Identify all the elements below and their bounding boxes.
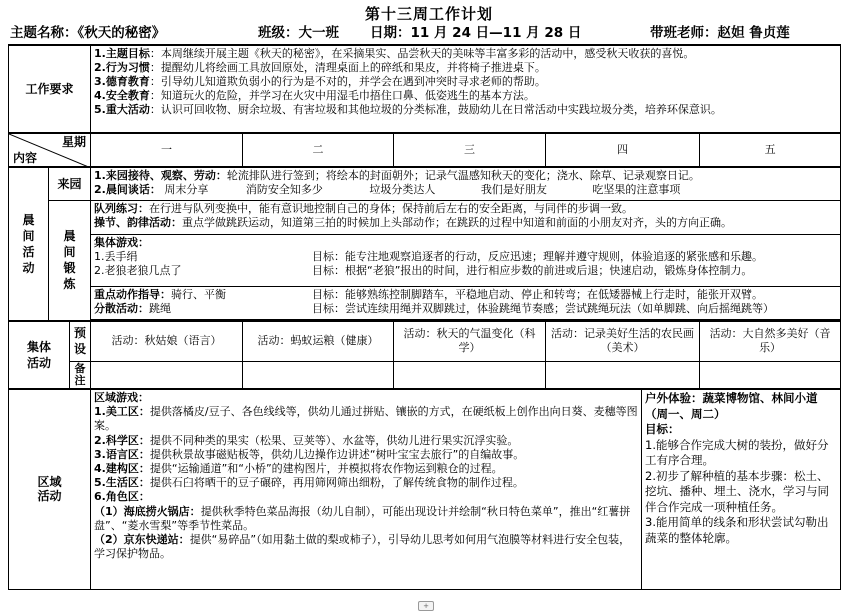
collective-games-cell: 集体游戏： 1.丢手绢 目标：能专注地观察追逐者的行动，反应迅速；理解并遵守规则，体验追逐的紧张感和乐趣。 2.老狼老狼几点了 目标：根据“老狼”报出的时间，进行相应步数的前进或后退；快速启动，锻炼身体控制力。 (91, 234, 841, 286)
zone-item: 2.科学区：提供不同种类的果实（松果、豆荚等）、水盆等，供幼儿进行果实沉浮实验。 (94, 433, 519, 447)
corner-top: 星期 (62, 135, 87, 149)
req-item: 4.安全教育：知道玩火的危险，并学习在火灾中用湿毛巾捂住口鼻、低姿逃生的基本方法。 (94, 89, 535, 102)
zone-item: 5.生活区：提供石臼将晒干的豆子碾碎，再用筛网筛出细粉，了解传统食物的制作过程。 (94, 476, 524, 490)
goal-item: 2.初步了解种植的基本步骤：松土、挖坑、播种、埋土、浇水，学习与同伴合作完成一项种植任务。 (645, 468, 830, 514)
arrival-label: 来园 (49, 167, 91, 200)
area-games-cell: 区域游戏： 1.美工区：提供落橘皮/豆子、各色线线等，供幼儿通过拼贴、镶嵌的方式，在硬纸板上创作出向日葵、麦穗等图案。 2.科学区：提供不同种类的果实（松果、豆荚等）、水盆等，供幼儿进行果实沉浮实验。 3.语言区：提供秋景故事磁贴板等，供幼儿边操作边讲述“树叶宝宝去旅行”的自编故事。 4.建构区：提供“运输通道”和“小桥”的建构图片，并模拟将农作物运到粮仓的过程。 5.生活区：提供石臼将晒干的豆子碾碎，再用筛网筛出细粉，了解传统食物的制作过程。 6.角色区： （1）海底捞火锅店：提供秋季特色菜品海报（幼儿自制），可能出现设计并绘制“秋日特色菜单”，推出“红薯拼盘”、“菱水雪梨”等季节性菜品。 （2）京东快递站：提供“易碎品”（如用黏土做的梨或柿子），引导幼儿思考如何用气泡膜等材料进行安全包装，学习保护物品。 (91, 389, 642, 589)
game-row: 1.丢手绢 目标：能专注地观察追逐者的行动，反应迅速；理解并遵守规则，体验追逐的紧张感和乐趣。 (94, 249, 764, 263)
role-item: （1）海底捞火锅店：提供秋季特色菜品海报（幼儿自制），可能出现设计并绘制“秋日特色菜单”，推出“红薯拼盘”、“菱水雪梨”等季节性菜品。 (94, 504, 631, 532)
day-header: 一 (91, 133, 243, 167)
requirements-label: 工作要求 (9, 45, 91, 133)
note-label: 备注 (70, 362, 91, 390)
page-title: 第十三周工作计划 (364, 5, 493, 23)
queue-rhythm-cell: 队列练习：在行进与队列变换中，能有意识地控制自己的身体；保持前后左右的安全距离，与同伴的步调一致。 操节、韵律活动：重点学做跳跃运动，知道第三拍的时候加上头部动作；在跳跃的过程中知道和前面的小朋友对齐，头的方向正确。 (91, 200, 841, 234)
goal-item: 1.能够合作完成大树的装扮，做好分工有序合理。 (645, 437, 829, 467)
day-header: 三 (394, 133, 546, 167)
weekday-corner (9, 133, 91, 167)
requirements-cell (91, 45, 841, 133)
activity-fri: 活动：大自然多美好（音乐） (700, 321, 841, 362)
guide-free-cell: 重点动作指导：骑行、平衡 目标：能够熟练控制脚踏车，平稳地启动、停止和转弯；在低矮器械上行走时，能张开双臂。 分散活动：跳绳 目标：尝试连续用绳并双脚跳过，体验跳绳节奏感；尝试跳绳玩法（如单脚跳、向后摇绳跳等） (91, 286, 841, 319)
req-item: 2.行为习惯：提醒幼儿将绘画工具放回原处，清理桌面上的碎纸和果皮，并将椅子推进桌下。 (94, 61, 546, 74)
note-mon[interactable] (91, 362, 243, 390)
note-tue[interactable] (243, 362, 394, 390)
req-item: 1.主题目标：本周继续开展主题《秋天的秘密》，在采摘果实、品尝秋天的美味等丰富多彩的活动中，感受秋天收获的喜悦。 (94, 47, 695, 60)
note-fri[interactable] (700, 362, 841, 390)
date-range: 日期：11 月 24 日—11 月 28 日 (370, 25, 582, 41)
activity-tue: 活动：蚂蚁运粮（健康） (243, 321, 394, 362)
plan-table (8, 44, 841, 590)
zone-item: 1.美工区：提供落橘皮/豆子、各色线线等，供幼儿通过拼贴、镶嵌的方式，在硬纸板上创作出向日葵、麦穗等图案。 (94, 405, 638, 433)
add-row-handle[interactable]: + (418, 601, 434, 611)
game-row: 2.老狼老狼几点了 目标：根据“老狼”报出的时间，进行相应步数的前进或后退；快速启动，锻炼身体控制力。 (94, 263, 753, 277)
theme-name: 主题名称：《秋天的秘密》 (10, 25, 166, 41)
teacher-names: 带班老师：赵妲 鲁贞莲 (650, 25, 790, 41)
day-header: 二 (243, 133, 394, 167)
preset-label: 预设 (70, 321, 91, 362)
corner-bottom: 内容 (13, 151, 38, 165)
collective-label: 集体活动 (9, 321, 70, 390)
morning-label: 晨间活动 (9, 167, 49, 321)
activity-mon: 活动：秋姑娘（语言） (91, 321, 243, 362)
req-item: 5.重大活动：认识可回收物、厨余垃圾、有害垃圾和其他垃圾的分类标准，鼓励幼儿在日常活动中实践垃圾分类，培养环保意识。 (94, 103, 722, 116)
talk-row: 2.晨间谈话： 周末分享 消防安全知多少 垃圾分类达人 我们是好朋友 吃坚果的注意事项 (94, 183, 681, 196)
day-header: 五 (700, 133, 841, 167)
activity-wed: 活动：秋天的气温变化（科学） (394, 321, 546, 362)
note-wed[interactable] (394, 362, 546, 390)
area-label: 区域活动 (9, 389, 91, 589)
req-item: 3.德育教育：引导幼儿知道欺负弱小的行为是不对的，并学会在遇到冲突时寻求老师的帮助。 (94, 75, 546, 88)
zone-item: 4.建构区：提供“运输通道”和“小桥”的建构图片，并模拟将农作物运到粮仓的过程。 (94, 462, 503, 476)
note-thu[interactable] (546, 362, 700, 390)
role-item: （2）京东快递站：提供“易碎品”（如用黏土做的梨或柿子），引导幼儿思考如何用气泡膜等材料进行安全包装，学习保护物品。 (94, 533, 631, 561)
exercise-label: 晨间锻炼 (49, 200, 91, 321)
arrival-cell: 1.来园接待、观察、劳动：轮流排队进行签到；将绘本的封面朝外；记录气温感知秋天的变化；浇水、除草、记录观察日记。 2.晨间谈话： 周末分享 消防安全知多少 垃圾分类达人 我们是好朋友 吃坚果的注意事项 (91, 167, 841, 200)
day-header: 四 (546, 133, 700, 167)
zone-item: 3.语言区：提供秋景故事磁贴板等，供幼儿边操作边讲述“树叶宝宝去旅行”的自编故事。 (94, 447, 525, 461)
outdoor-cell: 户外体验：蔬菜博物馆、林间小道（周一、周二） 目标： 1.能够合作完成大树的装扮，做好分工有序合理。 2.初步了解种植的基本步骤：松土、挖坑、播种、埋土、浇水，学习与同伴合作完成一项种植任务。 3.能用简单的线条和形状尝试勾勒出蔬菜的整体轮廓。 (642, 389, 841, 589)
goal-item: 3.能用简单的线条和形状尝试勾勒出蔬菜的整体轮廓。 (645, 515, 829, 545)
activity-thu: 活动：记录美好生活的农民画（美术） (546, 321, 700, 362)
class-name: 班级：大一班 (258, 25, 339, 41)
